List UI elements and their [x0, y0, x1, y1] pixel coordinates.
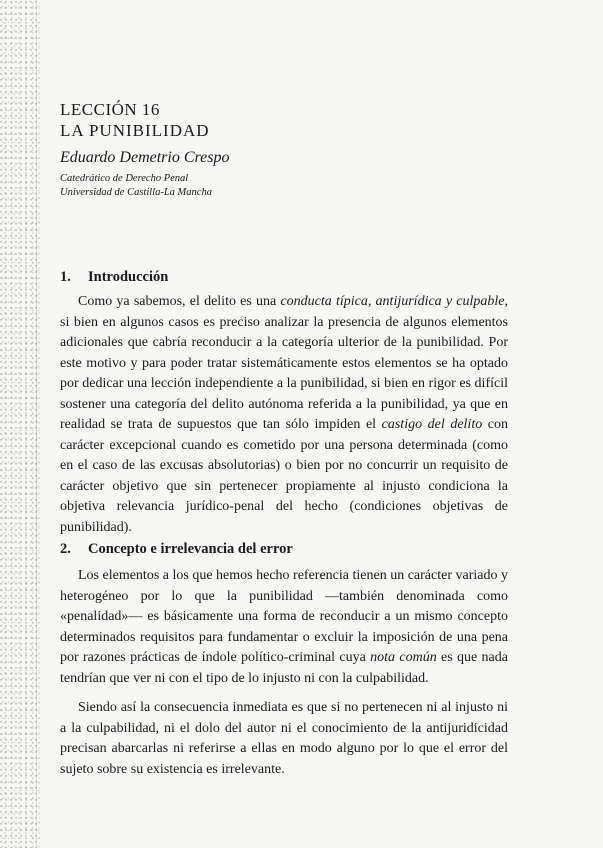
section-1-text-b: conducta típica, antijurídica y culpable: [280, 294, 505, 309]
section-2-title: Concepto e irrelevancia del error: [88, 541, 293, 557]
author-affiliation: Universidad de Castilla-La Mancha: [60, 187, 212, 198]
section-1-title: Introducción: [88, 269, 169, 285]
section-1-text-c: , si bien en algunos casos es preciso analizar la presencia de algunos elementos adicionales que cabría reconducir a la categoría ulterior de la punibilidad. Por este motivo y para poder tratar sistemáticamente estos elementos se ha optado por dedicar una lección independiente a la punibilidad, si bien en rigor es difícil sostener una categoría del delito autónoma referida a la punibilidad, ya que en realidad se trata de supuestos que tan sólo impiden el: [60, 294, 508, 432]
author-name: Eduardo Demetrio Crespo: [60, 149, 230, 166]
chapter-header: [60, 100, 560, 200]
lesson-title: LA PUNIBILIDAD: [60, 121, 210, 140]
section-2-paragraph-1: [60, 566, 508, 689]
lesson-number: LECCIÓN 16: [60, 100, 160, 119]
page-binding-shadow: [36, 0, 37, 848]
section-2-text-c: es que nada tendrían que ver ni con el tipo de lo injusto ni con la culpabilidad.: [60, 650, 508, 686]
section-2-heading: [60, 540, 293, 558]
section-1-text-d: castigo del delito: [381, 417, 483, 432]
section-1-text-e: con carácter excepcional cuando es cometido por una persona determinada (como en el caso de las excusas absolutorias) o bien por no concurrir un requisito de carácter objetivo que sin pertenecer propiamente al injusto condiciona la objetiva relevancia jurídico-penal del hecho (condiciones objetivas de punibilidad).: [60, 417, 509, 535]
section-2-paragraph-2: [60, 698, 508, 780]
section-2-text-b: nota común: [370, 650, 437, 665]
section-2-text-a: Los elementos a los que hemos hecho referencia tienen un carácter variado y heterogéneo por lo que la punibilidad —también denominada como «penalidad»— es básicamente una forma de reconducir a un mismo concepto determinados requisitos para fundamentar o excluir la imposición de una pena por razones prácticas de índole político-criminal cuya: [60, 568, 508, 665]
section-2-text-p2: Siendo así la consecuencia inmediata es que si no pertenecen ni al injusto ni a la culpabilidad, ni el dolo del autor ni el conocimiento de la antijuridicidad precisan abarcarlas ni referirse a ellas en modo alguno por lo que el error del sujeto sobre su existencia es irrelevante.: [60, 700, 508, 777]
section-2-number: 2.: [60, 541, 71, 557]
section-1-paragraph: [60, 292, 508, 538]
section-1-text-a: Como ya sabemos, el delito es una: [78, 294, 281, 309]
section-1-heading: [60, 268, 168, 286]
section-1-number: 1.: [60, 269, 71, 285]
author-role: Catedrático de Derecho Penal: [60, 173, 189, 184]
scan-edge-noise: [0, 0, 40, 848]
